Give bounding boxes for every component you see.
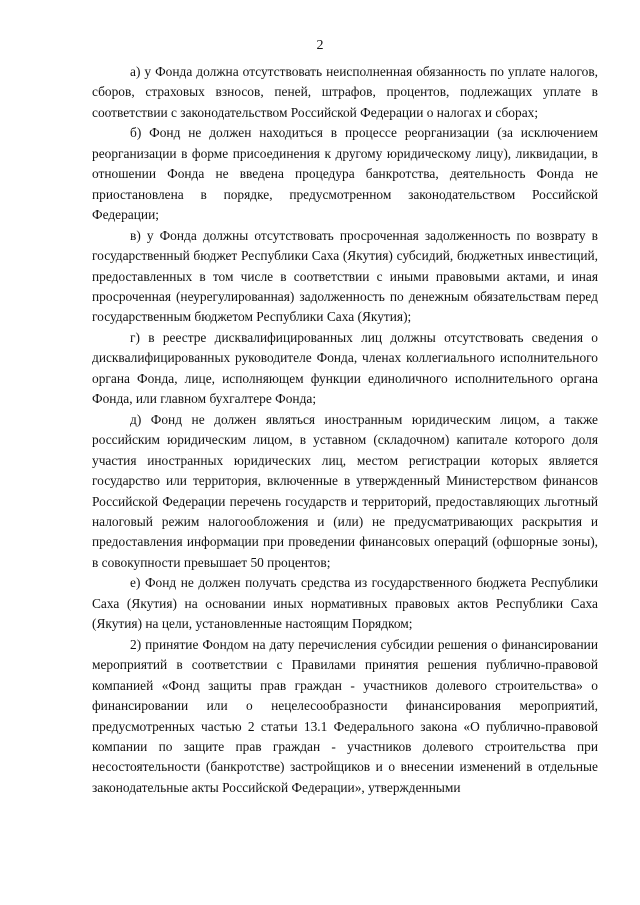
paragraph-d: д) Фонд не должен являться иностранным юридическим лицом, а также российским юридическим лицом, в уставном (складочном) капитале которого доля участия иностранных юридических лиц, местом регистрации которых является государство или территория, включенные в утвержденный Министерством финансов Российской Федерации перечень государств и территорий, предоставляющих льготный налоговый режим налогообложения и (или) не предусматривающих раскрытия и предоставления информации при проведении финансовых операций (офшорные зоны), в совокупности превышает 50 процентов; [92, 411, 598, 570]
paragraph-b: б) Фонд не должен находиться в процессе реорганизации (за исключением реорганизации в форме присоединения к другому юридическому лицу), ликвидации, в отношении Фонда не введена процедура банкротства, деятельность Фонда не приостановлена в порядке, предусмотренном законодательством Российской Федерации; [92, 125, 598, 223]
paragraph-v: в) у Фонда должны отсутствовать просроченная задолженность по возврату в государственный бюджет Республики Саха (Якутия) субсидий, бюджетных инвестиций, предоставленных в том числе в соответствии с иными правовыми актами, и иная просроченная (неурегулированная) задолженность по денежным обязательствам перед государственным бюджетом Республики Саха (Якутия); [92, 227, 598, 325]
paragraph-2: 2) принятие Фондом на дату перечисления субсидии решения о финансировании мероприятий в соответствии с Правилами принятия решения публично-правовой компанией «Фонд защиты прав граждан - участников долевого строительства» о финансировании или о нецелесообразности финансирования мероприятий, предусмотренных частью 2 статьи 13.1 Федерального закона «О публично-правовой компании по защите прав граждан - участников долевого строительства при несостоятельности (банкротстве) застройщиков и о внесении изменений в отдельные законодательные акты Российской Федерации», утвержденными [92, 636, 598, 795]
paragraph-g: г) в реестре дисквалифицированных лиц должны отсутствовать сведения о дисквалифицированных руководителе Фонда, членах коллегиального исполнительного органа Фонда, лице, исполняющем функции единоличного исполнительного органа Фонда, или главном бухгалтере Фонда; [92, 329, 598, 407]
paragraph-e: е) Фонд не должен получать средства из государственного бюджета Республики Саха (Якутия) на основании иных нормативных правовых актов Республики Саха (Якутия) на цели, установленные настоящим Порядком; [92, 575, 598, 632]
page-number: 2 [316, 38, 324, 53]
document-body [92, 62, 598, 798]
paragraph-a: а) у Фонда должна отсутствовать неисполненная обязанность по уплате налогов, сборов, страховых взносов, пеней, штрафов, процентов, подлежащих уплате в соответствии с законодательством Российской Федерации о налогах и сборах; [92, 64, 598, 120]
